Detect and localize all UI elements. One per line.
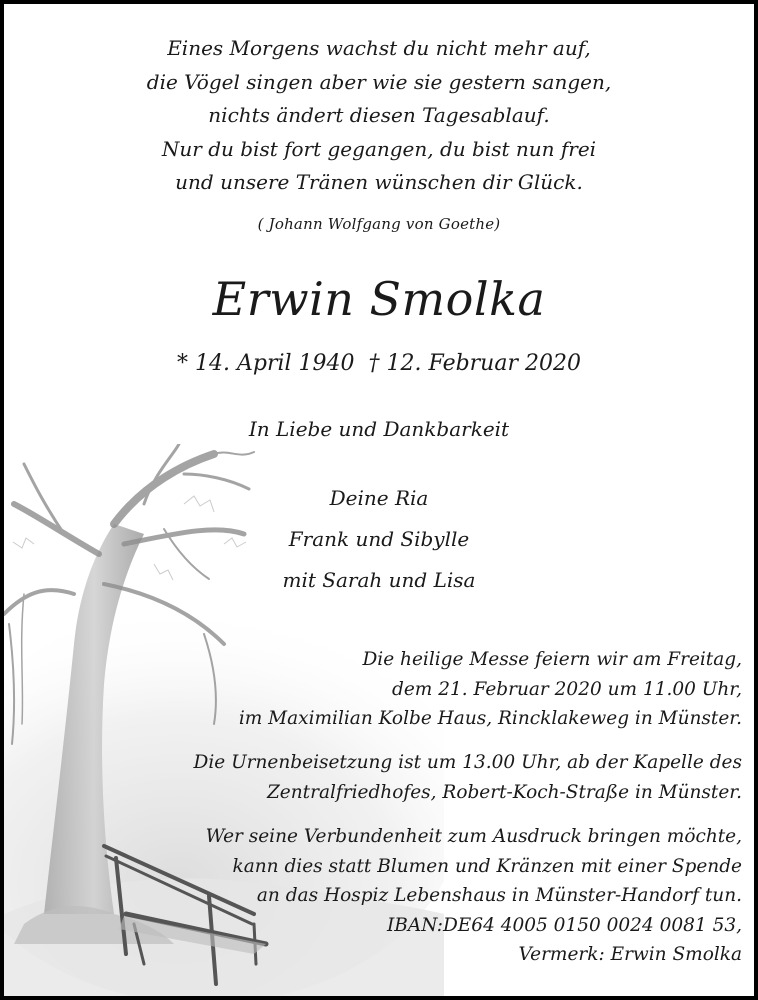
urn-burial-announcement — [102, 748, 742, 807]
death-date: † 12. Februar 2020 — [368, 351, 581, 376]
mourner: Deine Ria — [329, 486, 429, 510]
poem-line: und unsere Tränen wünschen dir Glück. — [175, 170, 583, 194]
donation-reference: Vermerk: Erwin Smolka — [518, 944, 742, 965]
poem-line: die Vögel singen aber wie sie gestern sangen, — [146, 69, 612, 94]
mass-announcement — [102, 645, 742, 734]
life-dates — [4, 351, 754, 376]
obituary-card — [4, 4, 754, 996]
donation-line: an das Hospiz Lebenshaus in Münster-Handorf tun. — [256, 885, 742, 906]
mourners-list — [4, 478, 754, 601]
mourner: mit Sarah und Lisa — [282, 568, 476, 592]
urn-line: Die Urnenbeisetzung ist um 13.00 Uhr, ab der Kapelle des — [193, 752, 742, 773]
deceased-name: Erwin Smolka — [212, 272, 546, 326]
poem-line: nichts ändert diesen Tagesablauf. — [208, 103, 550, 127]
mass-line: im Maximilian Kolbe Haus, Rincklakeweg in Münster. — [238, 708, 742, 729]
iban: IBAN:DE64 4005 0150 0024 0081 53, — [386, 914, 742, 936]
donation-request — [102, 822, 742, 970]
donation-line: kann dies statt Blumen und Kränzen mit einer Spende — [232, 855, 742, 877]
poem — [4, 32, 754, 200]
poem-line: Nur du bist fort gegangen, du bist nun frei — [161, 136, 597, 161]
dedication: In Liebe und Dankbarkeit — [248, 417, 510, 441]
mourner: Frank und Sibylle — [288, 527, 470, 551]
birth-date: * 14. April 1940 — [177, 351, 355, 376]
mass-line: Die heilige Messe feiern wir am Freitag, — [362, 649, 742, 670]
mass-line: dem 21. Februar 2020 um 11.00 Uhr, — [392, 678, 742, 700]
donation-line: Wer seine Verbundenheit zum Ausdruck bringen möchte, — [205, 826, 742, 847]
urn-line: Zentralfriedhofes, Robert-Koch-Straße in Münster. — [266, 781, 742, 803]
poem-line: Eines Morgens wachst du nicht mehr auf, — [167, 36, 591, 60]
poem-attribution: ( Johann Wolfgang von Goethe) — [257, 215, 501, 233]
